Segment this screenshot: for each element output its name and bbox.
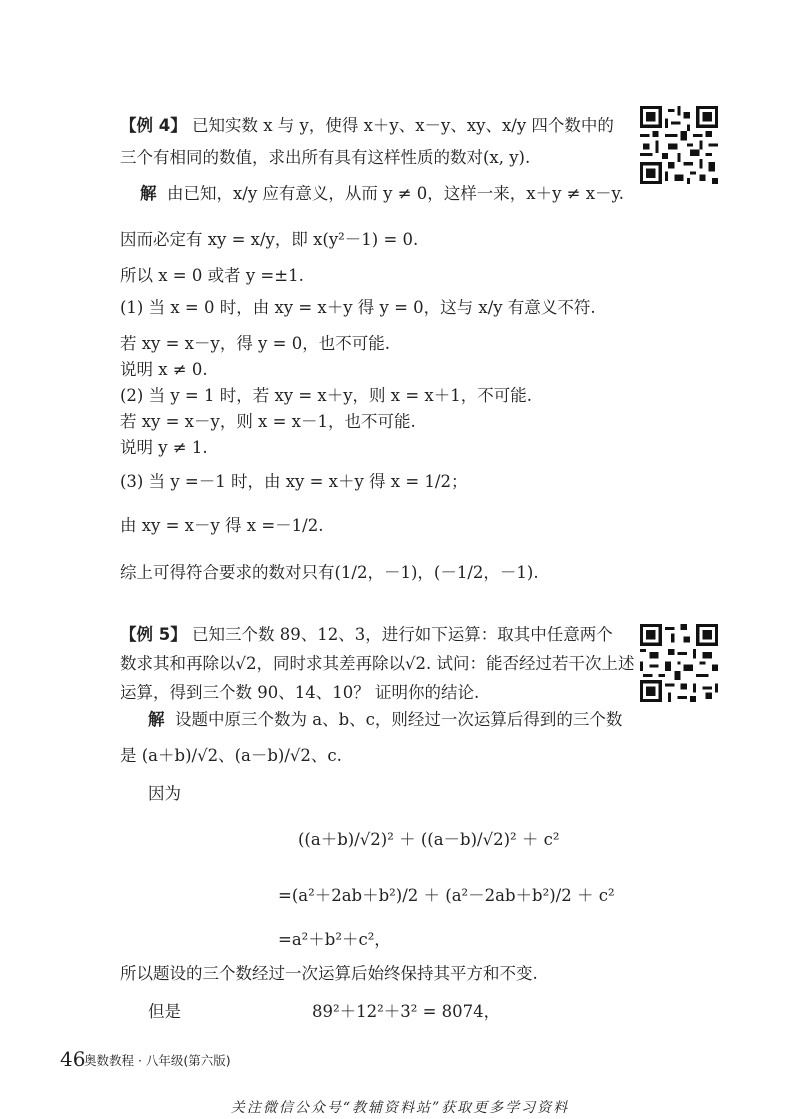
example4-line8: 若 xy = x－y，则 x = x－1，也不可能. [120,412,416,431]
example5-because: 因为 [148,784,181,803]
example5-sum-equation: 89²＋12²＋3² = 8074， [312,1002,501,1021]
example4-line2: 因而必定有 xy = x/y，即 x(y²－1) = 0. [120,230,419,249]
example4-line10: (3) 当 y =－1 时，由 xy = x＋y 得 x = 1/2； [120,472,468,491]
qr-code-icon [640,106,718,184]
example5-label: 【例 5】 [120,625,187,644]
example5-equation3: =a²＋b²＋c²， [278,930,391,949]
example5-solution-line1: 解 设题中原三个数为 a、b、c，则经过一次运算后得到的三个数 [148,710,623,729]
example4-line4: (1) 当 x = 0 时，由 xy = x＋y 得 y = 0，这与 x/y 有意义不符. [120,298,596,317]
example4-line6: 说明 x ≠ 0. [120,360,208,379]
example4-statement-line2: 三个有相同的数值，求出所有具有这样性质的数对(x, y). [120,148,531,167]
example4-line3: 所以 x = 0 或者 y =±1. [120,266,304,285]
example5-solution-line2: 是 (a＋b)/√2、(a－b)/√2、c. [120,746,342,765]
example5-statement-line1: 【例 5】 已知三个数 89、12、3，进行如下运算：取其中任意两个 [120,625,613,644]
example4-line7: (2) 当 y = 1 时，若 xy = x＋y，则 x = x＋1，不可能. [120,386,532,405]
book-title: 奥数教程 · 八年级(第六版) [84,1053,231,1068]
example4-label: 【例 4】 [120,116,187,135]
page-number: 46 [60,1047,86,1071]
example4-solution-line1: 解 由已知，x/y 应有意义，从而 y ≠ 0，这样一来，x＋y ≠ x－y. [140,184,624,203]
example5-but: 但是 [148,1002,181,1021]
example4-line9: 说明 y ≠ 1. [120,438,208,457]
example5-conclusion: 所以题设的三个数经过一次运算后始终保持其平方和不变. [120,964,538,983]
example4-line11: 由 xy = x－y 得 x =－1/2. [120,516,324,535]
promo-banner: 关注微信公众号“教辅资料站”获取更多学习资料 [230,1100,570,1116]
qr-code-icon [640,624,718,702]
example5-equation1: ((a＋b)/√2)² ＋ ((a－b)/√2)² ＋ c² [298,830,560,849]
example4-line12: 综上可得符合要求的数对只有(1/2，－1)，(－1/2，－1). [120,563,539,582]
example4-line5: 若 xy = x－y，得 y = 0，也不可能. [120,334,390,353]
example4-statement-line1: 【例 4】 已知实数 x 与 y，使得 x＋y、x－y、xy、x/y 四个数中的 [120,116,614,135]
example5-equation2: =(a²＋2ab＋b²)/2 ＋ (a²－2ab＋b²)/2 ＋ c² [278,886,615,905]
example5-statement-line2: 数求其和再除以√2，同时求其差再除以√2. 试问：能否经过若干次上述 [120,654,635,673]
example5-statement-line3: 运算，得到三个数 90、14、10？ 证明你的结论. [120,683,480,702]
